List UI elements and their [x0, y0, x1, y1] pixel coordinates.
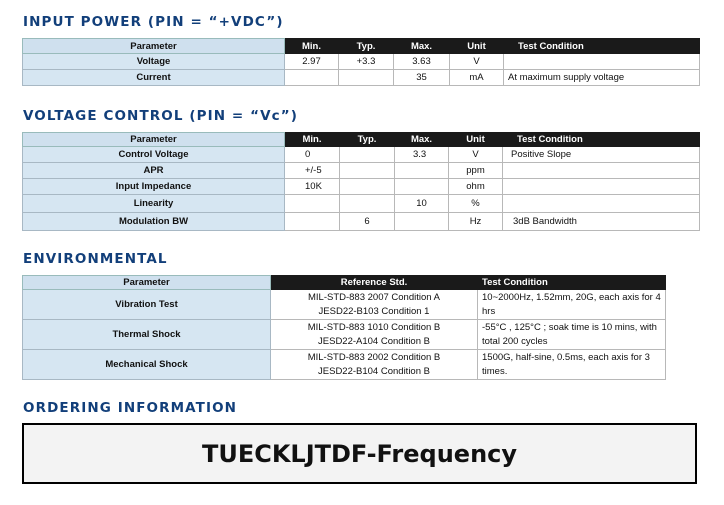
header-typ: Typ.: [339, 39, 394, 54]
typ-cell: [339, 70, 394, 86]
table-header-row: [23, 39, 700, 54]
param-cell: Voltage: [23, 54, 285, 70]
min-cell: 10K: [285, 179, 340, 195]
typ-cell: +3.3: [339, 54, 394, 70]
reference-line: JESD22-B103 Condition 1: [318, 305, 430, 317]
section-title-voltage-control: VOLTAGE CONTROL (PIN = “Vc”): [23, 108, 298, 124]
header-test-condition: Test Condition: [478, 276, 666, 290]
max-cell: 35: [394, 70, 450, 86]
min-cell: [285, 195, 340, 213]
min-cell: [285, 213, 340, 231]
header-max: Max.: [395, 133, 449, 147]
max-cell: 10: [395, 195, 449, 213]
param-cell: Mechanical Shock: [23, 350, 271, 380]
param-cell: Thermal Shock: [23, 320, 271, 350]
header-test-condition: Test Condition: [504, 39, 700, 54]
unit-cell: V: [450, 54, 504, 70]
reference-cell: [271, 320, 478, 350]
table-row: [23, 54, 700, 70]
header-typ: Typ.: [340, 133, 395, 147]
min-cell: 2.97: [285, 54, 339, 70]
unit-cell: Hz: [449, 213, 503, 231]
condition-cell: 3dB Bandwidth: [503, 213, 700, 231]
table-row: [23, 350, 666, 380]
condition-cell: [503, 163, 700, 179]
condition-cell: -55°C , 125°C ; soak time is 10 mins, with total 200 cycles: [478, 320, 666, 350]
header-parameter: Parameter: [23, 133, 285, 147]
header-min: Min.: [285, 39, 339, 54]
param-cell: Vibration Test: [23, 290, 271, 320]
part-number: TUECKLJTDF-Frequency: [201, 439, 518, 468]
table-row: [23, 147, 700, 163]
reference-line: MIL-STD-883 2002 Condition B: [307, 351, 441, 363]
max-cell: [395, 213, 449, 231]
table-row: [23, 179, 700, 195]
environmental-table: [22, 275, 666, 380]
typ-cell: [340, 147, 395, 163]
reference-line: JESD22-A104 Condition B: [318, 335, 430, 347]
param-cell: Modulation BW: [23, 213, 285, 231]
table-header-row: [23, 133, 700, 147]
header-reference-std: Reference Std.: [271, 276, 478, 290]
unit-cell: ppm: [449, 163, 503, 179]
typ-cell: [340, 163, 395, 179]
condition-cell: 1500G, half-sine, 0.5ms, each axis for 3 times.: [478, 350, 666, 380]
min-cell: +/-5: [285, 163, 340, 179]
table-row: [23, 70, 700, 86]
typ-cell: [340, 195, 395, 213]
min-cell: [285, 70, 339, 86]
header-parameter: Parameter: [23, 39, 285, 54]
max-cell: 3.3: [395, 147, 449, 163]
header-unit: Unit: [449, 133, 503, 147]
param-cell: Input Impedance: [23, 179, 285, 195]
param-cell: APR: [23, 163, 285, 179]
section-title-input-power: INPUT POWER (PIN = “+VDC”): [23, 14, 284, 30]
param-cell: Control Voltage: [23, 147, 285, 163]
table-row: [23, 290, 666, 320]
reference-line: JESD22-B104 Condition B: [318, 365, 430, 377]
max-cell: [395, 179, 449, 195]
section-title-environmental: ENVIRONMENTAL: [23, 251, 168, 267]
voltage-control-table: [22, 132, 700, 231]
ordering-box: [22, 423, 697, 484]
table-row: [23, 163, 700, 179]
reference-line: MIL-STD-883 1010 Condition B: [307, 321, 441, 333]
input-power-table: [22, 38, 700, 86]
min-cell: 0: [285, 147, 340, 163]
condition-cell: Positive Slope: [503, 147, 700, 163]
condition-cell: [503, 179, 700, 195]
unit-cell: V: [449, 147, 503, 163]
condition-cell: [504, 54, 700, 70]
header-test-condition: Test Condition: [503, 133, 700, 147]
param-cell: Linearity: [23, 195, 285, 213]
table-row: [23, 195, 700, 213]
reference-cell: [271, 350, 478, 380]
max-cell: [395, 163, 449, 179]
header-unit: Unit: [450, 39, 504, 54]
header-max: Max.: [394, 39, 450, 54]
table-row: [23, 213, 700, 231]
typ-cell: [340, 179, 395, 195]
table-row: [23, 320, 666, 350]
typ-cell: 6: [340, 213, 395, 231]
param-cell: Current: [23, 70, 285, 86]
condition-cell: At maximum supply voltage: [504, 70, 700, 86]
section-title-ordering-information: ORDERING INFORMATION: [23, 400, 238, 416]
max-cell: 3.63: [394, 54, 450, 70]
reference-cell: [271, 290, 478, 320]
unit-cell: mA: [450, 70, 504, 86]
table-header-row: [23, 276, 666, 290]
unit-cell: ohm: [449, 179, 503, 195]
condition-cell: [503, 195, 700, 213]
condition-cell: 10~2000Hz, 1.52mm, 20G, each axis for 4 hrs: [478, 290, 666, 320]
header-min: Min.: [285, 133, 340, 147]
unit-cell: %: [449, 195, 503, 213]
header-parameter: Parameter: [23, 276, 271, 290]
reference-line: MIL-STD-883 2007 Condition A: [307, 291, 441, 303]
